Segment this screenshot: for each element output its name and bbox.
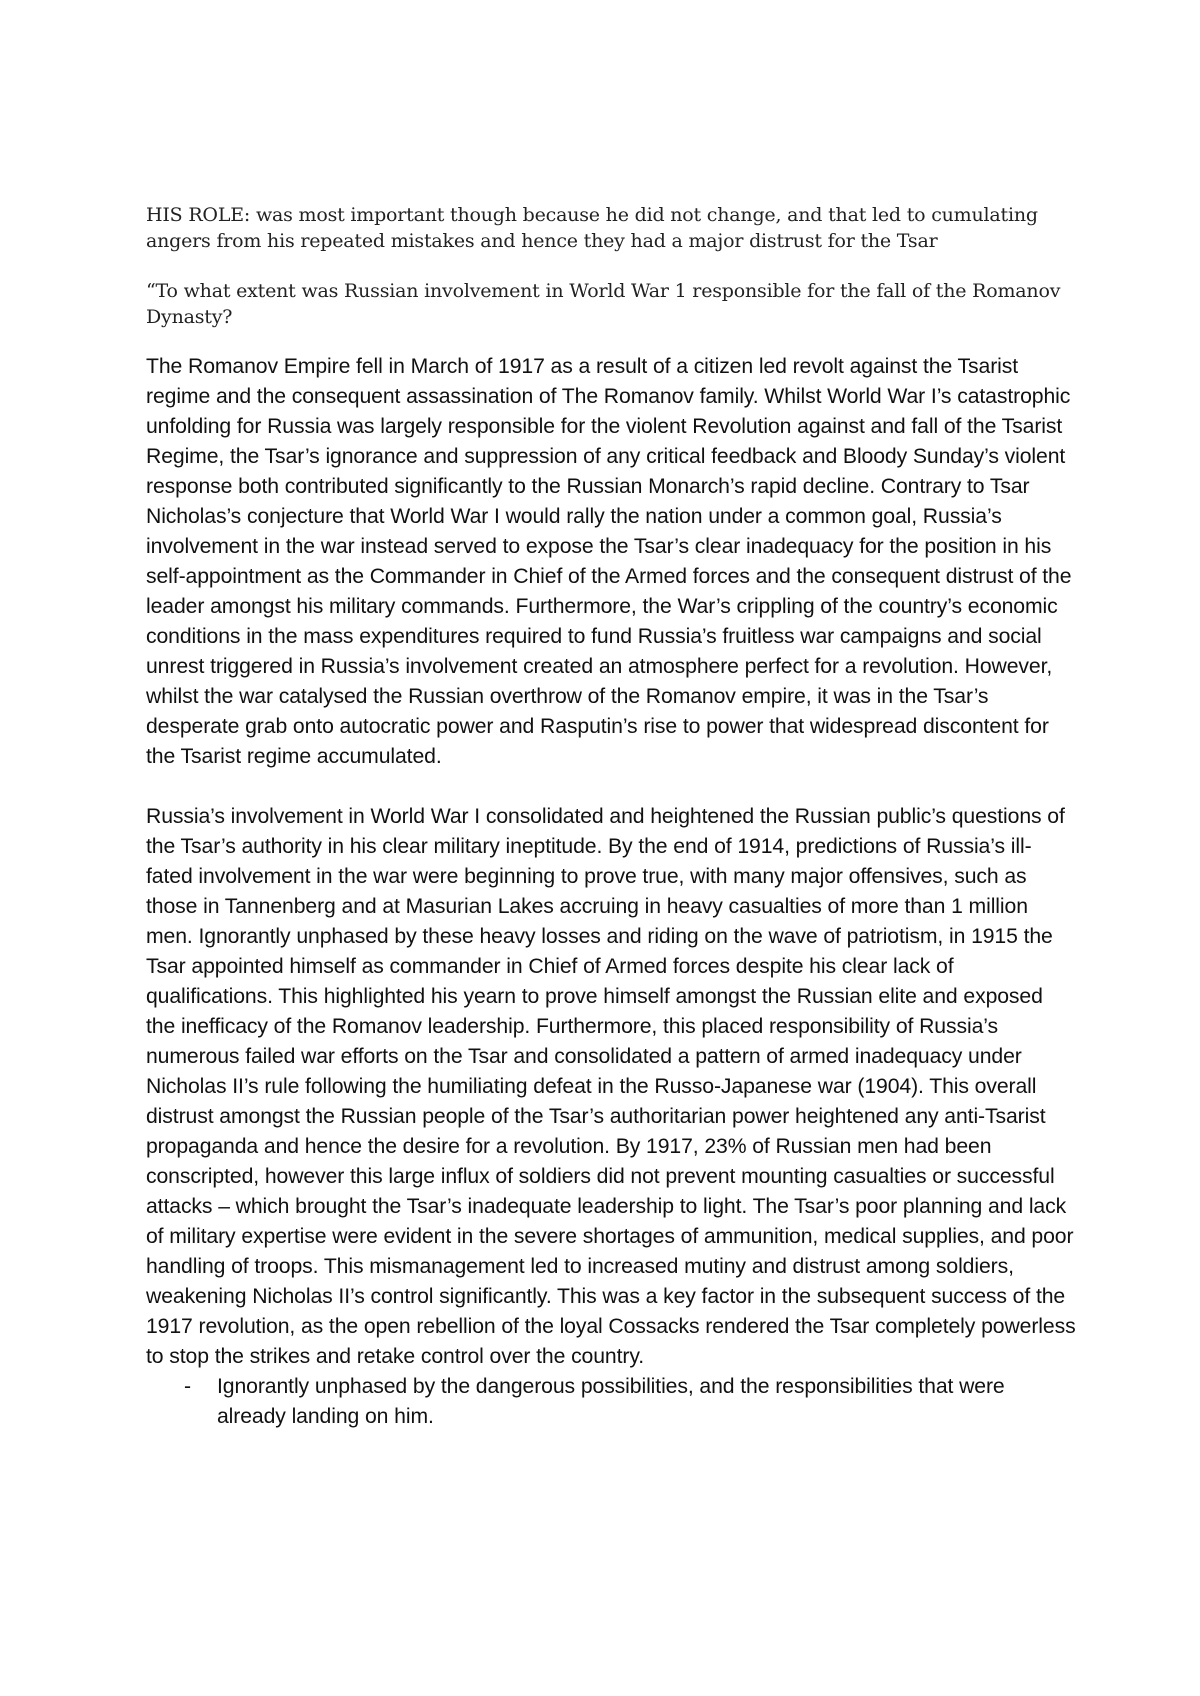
dash-bullet-marker: - xyxy=(184,1375,191,1398)
bullet-list xyxy=(146,1372,1076,1432)
introduction-paragraph: The Romanov Empire fell in March of 1917 as a result of a citizen led revolt against the Tsarist regime and the consequent assassination of The Romanov family. Whilst World War I’s catastrophic unfolding for Russia was largely responsible for the violent Revolution against and fall of the Tsarist Regime, the Tsar’s ignorance and suppression of any critical feedback and Bloody Sunday’s violent response both contributed significantly to the Russian Monarch’s rapid decline. Contrary to Tsar Nicholas’s conjecture that World War I would rally the nation under a common goal, Russia’s involvement in the war instead served to expose the Tsar’s clear inadequacy for the position in his self-appointment as the Commander in Chief of the Armed forces and the consequent distrust of the leader amongst his military commands. Furthermore, the War’s crippling of the country’s economic conditions in the mass expenditures required to fund Russia’s fruitless war campaigns and social unrest triggered in Russia’s involvement created an atmosphere perfect for a revolution. However, whilst the war catalysed the Russian overthrow of the Romanov empire, it was in the Tsar’s desperate grab onto autocratic power and Rasputin’s rise to power that widespread discontent for the Tsarist regime accumulated. xyxy=(146,355,1072,768)
body-paragraph: Russia’s involvement in World War I consolidated and heightened the Russian public’s questions of the Tsar’s authority in his clear military ineptitude. By the end of 1914, predictions of Russia’s ill-fated involvement in the war were beginning to prove true, with many major offensives, such as those in Tannenberg and at Masurian Lakes accruing in heavy casualties of more than 1 million men. Ignorantly unphased by these heavy losses and riding on the wave of patriotism, in 1915 the Tsar appointed himself as commander in Chief of Armed forces despite his clear lack of qualifications. This highlighted his yearn to prove himself amongst the Russian elite and exposed the inefficacy of the Romanov leadership. Furthermore, this placed responsibility of Russia’s numerous failed war efforts on the Tsar and consolidated a pattern of armed inadequacy under Nicholas II’s rule following the humiliating defeat in the Russo-Japanese war (1904). This overall distrust amongst the Russian people of the Tsar’s authoritarian power heightened any anti-Tsarist propaganda and hence the desire for a revolution. By 1917, 23% of Russian men had been conscripted, however this large influx of soldiers did not prevent mounting casualties or successful attacks – which brought the Tsar’s inadequate leadership to light. The Tsar’s poor planning and lack of military expertise were evident in the severe shortages of ammunition, medical supplies, and poor handling of troops. This mismanagement led to increased mutiny and distrust among soldiers, weakening Nicholas II’s control significantly. This was a key factor in the subsequent success of the 1917 revolution, as the open rebellion of the loyal Cossacks rendered the Tsar completely powerless to stop the strikes and retake control over the country. xyxy=(146,805,1076,1368)
document-body xyxy=(146,202,1076,1432)
bullet-item xyxy=(146,1372,1076,1432)
his-role-note: HIS ROLE: was most important though because he did not change, and that led to cumulating angers from his repeated mistakes and hence they had a major distrust for the Tsar xyxy=(146,204,1038,252)
bullet-text: Ignorantly unphased by the dangerous possibilities, and the responsibilities that were already landing on him. xyxy=(217,1375,1005,1428)
essay-question: “To what extent was Russian involvement in World War 1 responsible for the fall of the Romanov Dynasty? xyxy=(146,280,1061,328)
